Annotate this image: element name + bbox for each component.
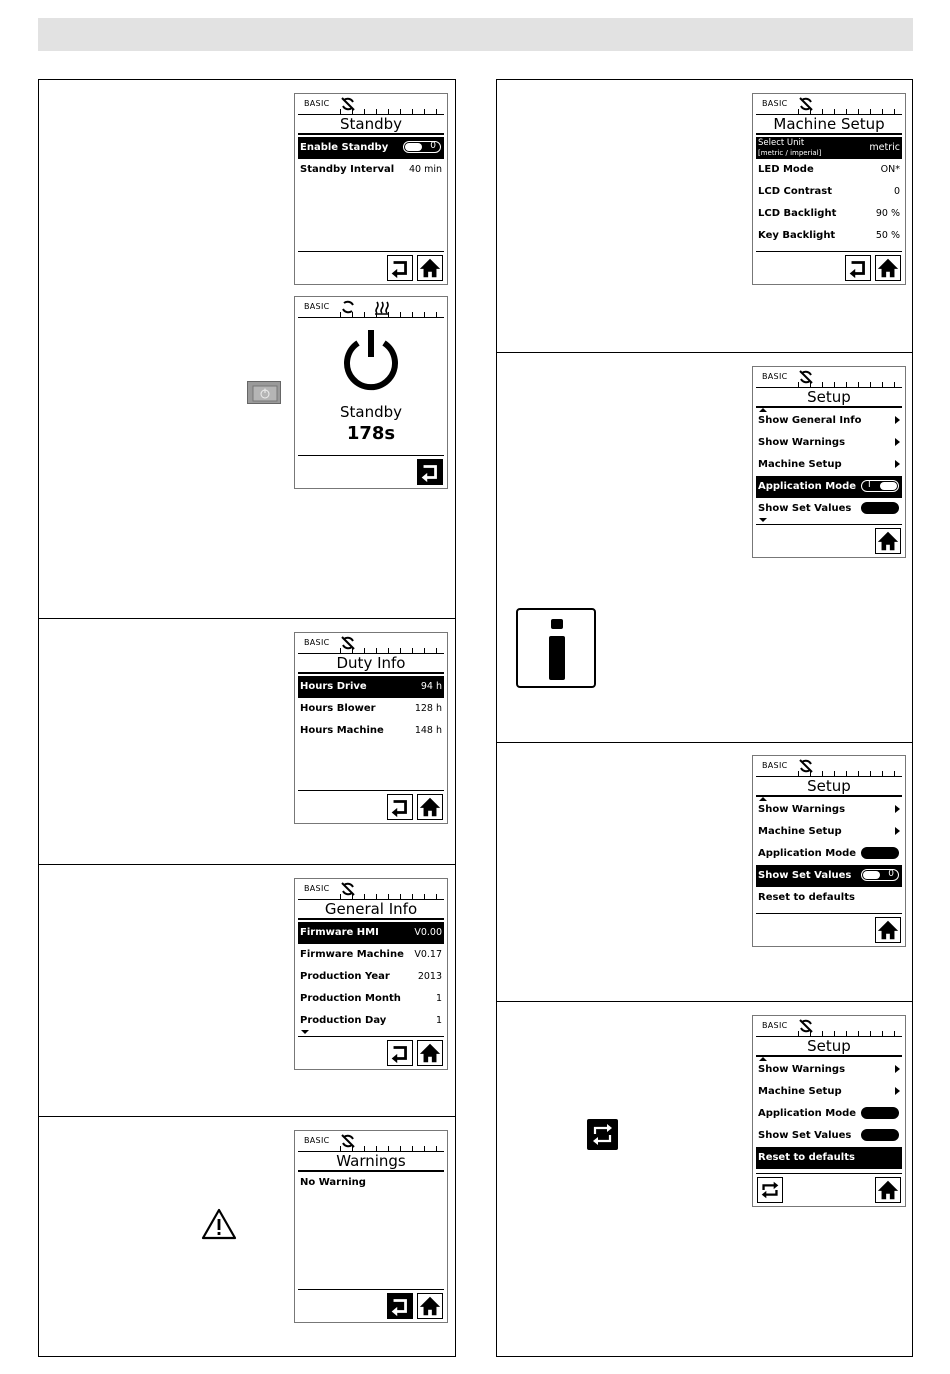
chevron-right-icon xyxy=(895,460,900,468)
back-button[interactable] xyxy=(845,255,871,281)
screen-title: General Info xyxy=(298,900,444,920)
chevron-right-icon xyxy=(895,1065,900,1073)
home-icon xyxy=(418,256,442,280)
home-button[interactable] xyxy=(417,1293,443,1319)
screen-footer xyxy=(298,1036,444,1067)
menu-item-label: Show General Info xyxy=(758,415,862,426)
mode-label: BASIC xyxy=(762,761,788,770)
menu-item-select-unit[interactable] xyxy=(756,137,902,159)
section-divider xyxy=(497,742,912,743)
scroll-up-indicator xyxy=(759,797,767,801)
menu-item-label: Show Warnings xyxy=(758,804,846,815)
screen-title: Duty Info xyxy=(298,654,444,674)
menu-item-label: Application Mode xyxy=(758,481,857,492)
menu-item-firmware-machine[interactable] xyxy=(298,944,444,966)
menu-item-lcd-backlight[interactable] xyxy=(756,203,902,225)
menu-item-production-day[interactable] xyxy=(298,1010,444,1032)
menu-item-label: Show Warnings xyxy=(758,437,846,448)
screen-header xyxy=(298,297,444,318)
mode-label: BASIC xyxy=(304,638,330,647)
back-button[interactable] xyxy=(387,1040,413,1066)
chevron-right-icon xyxy=(895,416,900,424)
menu-item-hint: [metric / imperial] xyxy=(758,149,822,157)
menu-item-firmware-hmi[interactable] xyxy=(298,922,444,944)
home-button[interactable] xyxy=(875,528,901,554)
menu-item-label: Firmware Machine xyxy=(300,949,404,960)
menu-item-application-mode[interactable] xyxy=(756,476,902,498)
menu-item-value: 90 % xyxy=(875,208,900,219)
back-button[interactable] xyxy=(417,459,443,485)
toggle-state: 0 xyxy=(888,847,894,857)
menu-item-value: 50 % xyxy=(875,230,900,241)
screen-footer xyxy=(756,251,902,282)
show-set-values-toggle[interactable] xyxy=(861,502,899,514)
chevron-right-icon xyxy=(895,805,900,813)
menu-item-label: Machine Setup xyxy=(758,826,842,837)
menu-item-label: Application Mode xyxy=(758,848,857,859)
menu-item-machine-setup[interactable] xyxy=(756,821,902,843)
menu-item-label: Select Unit xyxy=(758,138,805,148)
menu-item-label: Show Warnings xyxy=(758,1064,846,1075)
back-icon xyxy=(388,1294,412,1318)
menu-item-label: Machine Setup xyxy=(758,1086,842,1097)
toggle-state: 0 xyxy=(888,502,894,512)
home-icon xyxy=(876,529,900,553)
machine-setup-screen xyxy=(752,93,906,285)
mode-label: BASIC xyxy=(762,372,788,381)
home-button[interactable] xyxy=(875,917,901,943)
info-icon xyxy=(516,608,596,688)
menu-item-value: 2013 xyxy=(417,971,442,982)
application-mode-toggle[interactable] xyxy=(861,1107,899,1119)
screen-header xyxy=(298,633,444,654)
screen-footer xyxy=(298,1289,444,1320)
menu-item-label: LCD Contrast xyxy=(758,186,833,197)
menu-item-hours-blower[interactable] xyxy=(298,698,444,720)
section-divider xyxy=(497,1001,912,1002)
screen-title: Warnings xyxy=(298,1152,444,1172)
back-icon xyxy=(388,256,412,280)
menu-item-value: 148 h xyxy=(414,725,442,736)
scroll-down-indicator xyxy=(759,518,767,522)
scroll-up-indicator xyxy=(759,1057,767,1061)
header-bar xyxy=(38,18,913,51)
menu-item-key-backlight[interactable] xyxy=(756,225,902,247)
menu-item-show-warnings[interactable] xyxy=(756,432,902,454)
chevron-right-icon xyxy=(895,438,900,446)
mode-label: BASIC xyxy=(304,1136,330,1145)
show-set-values-toggle[interactable] xyxy=(861,1129,899,1141)
home-icon xyxy=(418,1294,442,1318)
home-icon xyxy=(418,1041,442,1065)
menu-item-label: Show Set Values xyxy=(758,1130,852,1141)
menu-item-show-general-info[interactable] xyxy=(756,410,902,432)
screen-title: Setup xyxy=(756,1037,902,1057)
menu-item-label: Enable Standby xyxy=(300,142,389,153)
menu-item-label: Hours Drive xyxy=(300,681,367,692)
screen-title: Machine Setup xyxy=(756,115,902,135)
menu-item-hours-machine[interactable] xyxy=(298,720,444,742)
home-button[interactable] xyxy=(417,1040,443,1066)
chevron-right-icon xyxy=(895,827,900,835)
back-icon xyxy=(846,256,870,280)
menu-item-application-mode[interactable] xyxy=(756,843,902,865)
screen-header xyxy=(298,879,444,900)
general-info-screen xyxy=(294,878,448,1070)
reset-button[interactable] xyxy=(757,1177,783,1203)
menu-item-label: Production Day xyxy=(300,1015,387,1026)
home-icon xyxy=(876,918,900,942)
warnings-screen xyxy=(294,1130,448,1323)
screen-title: Standby xyxy=(298,115,444,135)
section-divider xyxy=(39,864,455,865)
screen-footer xyxy=(298,790,444,821)
standby-screen xyxy=(294,93,448,285)
screen-header xyxy=(298,94,444,115)
standby-label: Standby xyxy=(339,403,403,421)
warning-triangle-icon xyxy=(201,1208,237,1240)
scroll-up-indicator xyxy=(759,408,767,412)
menu-item-show-set-values[interactable] xyxy=(756,865,902,887)
menu-item-label: Firmware HMI xyxy=(300,927,379,938)
section-divider xyxy=(497,352,912,353)
menu-item-value: 128 h xyxy=(414,703,442,714)
screen-footer xyxy=(298,251,444,282)
menu-item-reset-to-defaults[interactable] xyxy=(756,1147,902,1169)
application-mode-toggle[interactable] xyxy=(861,847,899,859)
duty-info-screen xyxy=(294,632,448,824)
menu-item-label: Hours Machine xyxy=(300,725,384,736)
mode-label: BASIC xyxy=(762,99,788,108)
chevron-right-icon xyxy=(895,1087,900,1095)
standby-countdown: 178s xyxy=(346,423,396,444)
scroll-down-indicator xyxy=(301,1030,309,1034)
menu-item-lcd-contrast[interactable] xyxy=(756,181,902,203)
menu-item-label: Show Set Values xyxy=(758,503,852,514)
back-icon xyxy=(418,460,442,484)
screen-title: Setup xyxy=(756,388,902,408)
menu-item-value: V0.00 xyxy=(414,927,442,938)
warning-message-text: No Warning xyxy=(300,1177,366,1188)
toggle-state: 0 xyxy=(430,141,436,151)
mode-label: BASIC xyxy=(304,884,330,893)
toggle-state: 0 xyxy=(888,869,894,879)
back-button[interactable] xyxy=(387,255,413,281)
menu-item-standby-interval[interactable] xyxy=(298,159,444,181)
reset-key-icon xyxy=(587,1119,618,1150)
menu-item-value: 40 min xyxy=(408,164,442,175)
warning-message xyxy=(298,1174,444,1196)
setup-screen-show-set-values xyxy=(752,755,906,947)
menu-item-value: metric xyxy=(869,142,900,153)
standby-countdown-screen xyxy=(294,296,448,489)
screen-header xyxy=(756,756,902,777)
setup-screen-application-mode xyxy=(752,366,906,558)
menu-item-led-mode[interactable] xyxy=(756,159,902,181)
screen-header xyxy=(756,94,902,115)
menu-item-application-mode[interactable] xyxy=(756,1103,902,1125)
menu-item-enable-standby[interactable] xyxy=(298,137,444,159)
menu-item-label: Production Year xyxy=(300,971,390,982)
back-button[interactable] xyxy=(387,1293,413,1319)
home-icon xyxy=(876,256,900,280)
menu-item-label: Key Backlight xyxy=(758,230,836,241)
toggle-state: 0 xyxy=(888,1129,894,1139)
menu-item-label: Standby Interval xyxy=(300,164,395,175)
back-button[interactable] xyxy=(387,794,413,820)
screen-header xyxy=(298,1131,444,1152)
home-button[interactable] xyxy=(875,1177,901,1203)
application-mode-toggle[interactable] xyxy=(861,480,899,492)
home-button[interactable] xyxy=(417,794,443,820)
section-divider xyxy=(39,1116,455,1117)
back-icon xyxy=(388,1041,412,1065)
menu-item-value: 1 xyxy=(435,993,442,1004)
menu-item-label: LCD Backlight xyxy=(758,208,837,219)
home-button[interactable] xyxy=(875,255,901,281)
menu-item-value: 1 xyxy=(435,1015,442,1026)
section-divider xyxy=(39,618,455,619)
menu-item-show-set-values[interactable] xyxy=(756,498,902,520)
screen-footer xyxy=(756,913,902,944)
toggle-state: 0 xyxy=(888,1107,894,1117)
menu-item-show-warnings[interactable] xyxy=(756,1059,902,1081)
screen-footer xyxy=(298,455,444,486)
menu-item-value: V0.17 xyxy=(414,949,442,960)
home-button[interactable] xyxy=(417,255,443,281)
power-key-icon xyxy=(247,381,281,404)
menu-item-label: Hours Blower xyxy=(300,703,376,714)
reset-icon xyxy=(758,1178,782,1202)
menu-item-reset-to-defaults[interactable] xyxy=(756,887,902,909)
menu-item-label: Machine Setup xyxy=(758,459,842,470)
enable-standby-toggle[interactable] xyxy=(403,141,441,153)
screen-title: Setup xyxy=(756,777,902,797)
menu-item-label: LED Mode xyxy=(758,164,814,175)
power-icon xyxy=(340,327,402,391)
menu-item-value: 94 h xyxy=(420,681,442,692)
mode-label: BASIC xyxy=(304,302,330,311)
menu-item-label: Show Set Values xyxy=(758,870,852,881)
menu-item-label: Reset to defaults xyxy=(758,1152,855,1163)
menu-item-label: Reset to defaults xyxy=(758,892,855,903)
screen-footer xyxy=(756,524,902,555)
menu-item-label: Production Month xyxy=(300,993,401,1004)
menu-item-production-year[interactable] xyxy=(298,966,444,988)
menu-item-value: 0 xyxy=(893,186,900,197)
menu-item-hours-drive[interactable] xyxy=(298,676,444,698)
setup-screen-reset-to-defaults xyxy=(752,1015,906,1207)
screen-header xyxy=(756,1016,902,1037)
menu-item-machine-setup[interactable] xyxy=(756,454,902,476)
menu-item-machine-setup[interactable] xyxy=(756,1081,902,1103)
screen-header xyxy=(756,367,902,388)
menu-item-value: ON* xyxy=(880,164,900,175)
home-icon xyxy=(876,1178,900,1202)
back-icon xyxy=(388,795,412,819)
menu-item-show-set-values[interactable] xyxy=(756,1125,902,1147)
menu-item-show-warnings[interactable] xyxy=(756,799,902,821)
menu-item-production-month[interactable] xyxy=(298,988,444,1010)
show-set-values-toggle[interactable] xyxy=(861,869,899,881)
mode-label: BASIC xyxy=(762,1021,788,1030)
mode-label: BASIC xyxy=(304,99,330,108)
home-icon xyxy=(418,795,442,819)
toggle-state: I xyxy=(868,480,871,490)
menu-item-label: Application Mode xyxy=(758,1108,857,1119)
screen-footer xyxy=(756,1173,902,1204)
